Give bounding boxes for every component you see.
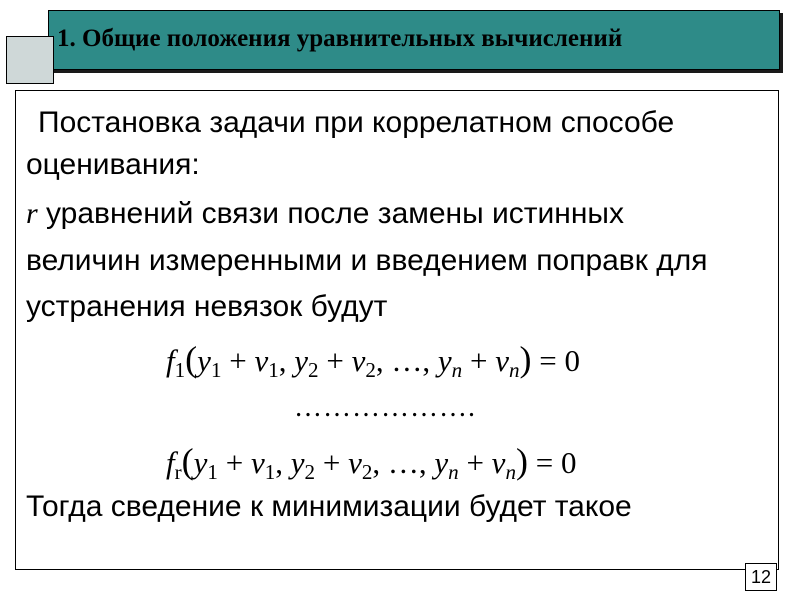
eq2-v1-sub: 1 bbox=[264, 459, 276, 484]
eq2-v2: v bbox=[348, 445, 362, 480]
decorative-square bbox=[6, 36, 54, 84]
eq2-ellipsis: …, bbox=[387, 445, 427, 480]
eq2-func: f bbox=[166, 445, 175, 480]
eq2-y1-sub: 1 bbox=[207, 459, 218, 484]
eq2-v2-sub: 2 bbox=[361, 459, 373, 484]
body-line-3 bbox=[26, 197, 624, 231]
eq1-yn-sub: n bbox=[451, 357, 463, 382]
eq1-vn-sub: n bbox=[508, 357, 520, 382]
eq1-v1: v bbox=[254, 343, 269, 378]
eq2-plus-3: + bbox=[466, 445, 484, 480]
page-number-badge: 12 bbox=[745, 563, 777, 591]
eq1-y2: y bbox=[294, 343, 309, 378]
equation-1 bbox=[166, 338, 580, 380]
eq1-v2-sub: 2 bbox=[365, 357, 376, 382]
eq1-y1-sub: 1 bbox=[210, 357, 222, 382]
eq2-rhs: = 0 bbox=[535, 445, 577, 480]
eq1-vn: v bbox=[495, 343, 509, 378]
eq1-open-paren: ( bbox=[185, 339, 198, 379]
eq1-v2: v bbox=[351, 343, 366, 378]
eq1-y1: y bbox=[197, 343, 211, 378]
eq1-func-sub: 1 bbox=[174, 357, 186, 382]
eq1-v1-sub: 1 bbox=[268, 357, 279, 382]
eq2-vn: v bbox=[491, 445, 506, 480]
eq2-y2-sub: 2 bbox=[304, 459, 316, 484]
eq2-plus-2: + bbox=[322, 445, 341, 480]
eq1-plus-3: + bbox=[469, 343, 488, 378]
eq1-comma-2: , bbox=[375, 343, 384, 378]
eq2-open-paren: ( bbox=[181, 441, 194, 481]
eq2-func-sub: r bbox=[174, 459, 182, 484]
eq2-yn-sub: n bbox=[448, 459, 459, 484]
eq1-comma-1: , bbox=[278, 343, 287, 378]
slide-title: 1. Общие положения уравнительных вычислений bbox=[57, 25, 623, 52]
body-line-3-text: уравнений связи после замены истинных bbox=[37, 197, 624, 230]
eq2-y2: y bbox=[290, 445, 305, 480]
body-last-line: Тогда сведение к минимизации будет такое bbox=[26, 490, 632, 523]
eq2-plus-1: + bbox=[225, 445, 244, 480]
body-line-4: величин измеренными и введением поправк для bbox=[26, 244, 708, 277]
eq2-close-paren: ) bbox=[515, 441, 528, 481]
eq1-plus-1: + bbox=[229, 343, 247, 378]
eq2-y1: y bbox=[193, 445, 208, 480]
eq1-y2-sub: 2 bbox=[308, 357, 319, 382]
eq2-yn: y bbox=[434, 445, 449, 480]
eq1-close-paren: ) bbox=[519, 339, 532, 379]
eq1-yn: y bbox=[437, 343, 452, 378]
eq2-comma-2: , bbox=[372, 445, 381, 480]
equation-2 bbox=[166, 440, 576, 482]
body-line-1: Постановка задачи при коррелатном способе bbox=[38, 106, 675, 139]
dots-line: ………………. bbox=[294, 392, 476, 423]
eq1-ellipsis: …, bbox=[391, 343, 431, 378]
eq2-v1: v bbox=[250, 445, 265, 480]
eq1-func: f bbox=[166, 343, 175, 378]
body-line-2: оценивания: bbox=[26, 148, 200, 181]
eq1-plus-2: + bbox=[326, 343, 344, 378]
body-line-5: устранения невязок будут bbox=[26, 290, 388, 323]
eq2-vn-sub: n bbox=[505, 459, 516, 484]
r-variable: r bbox=[26, 197, 38, 230]
eq2-comma-1: , bbox=[275, 445, 284, 480]
slide-title-bar bbox=[48, 10, 780, 70]
eq1-rhs: = 0 bbox=[539, 343, 580, 378]
